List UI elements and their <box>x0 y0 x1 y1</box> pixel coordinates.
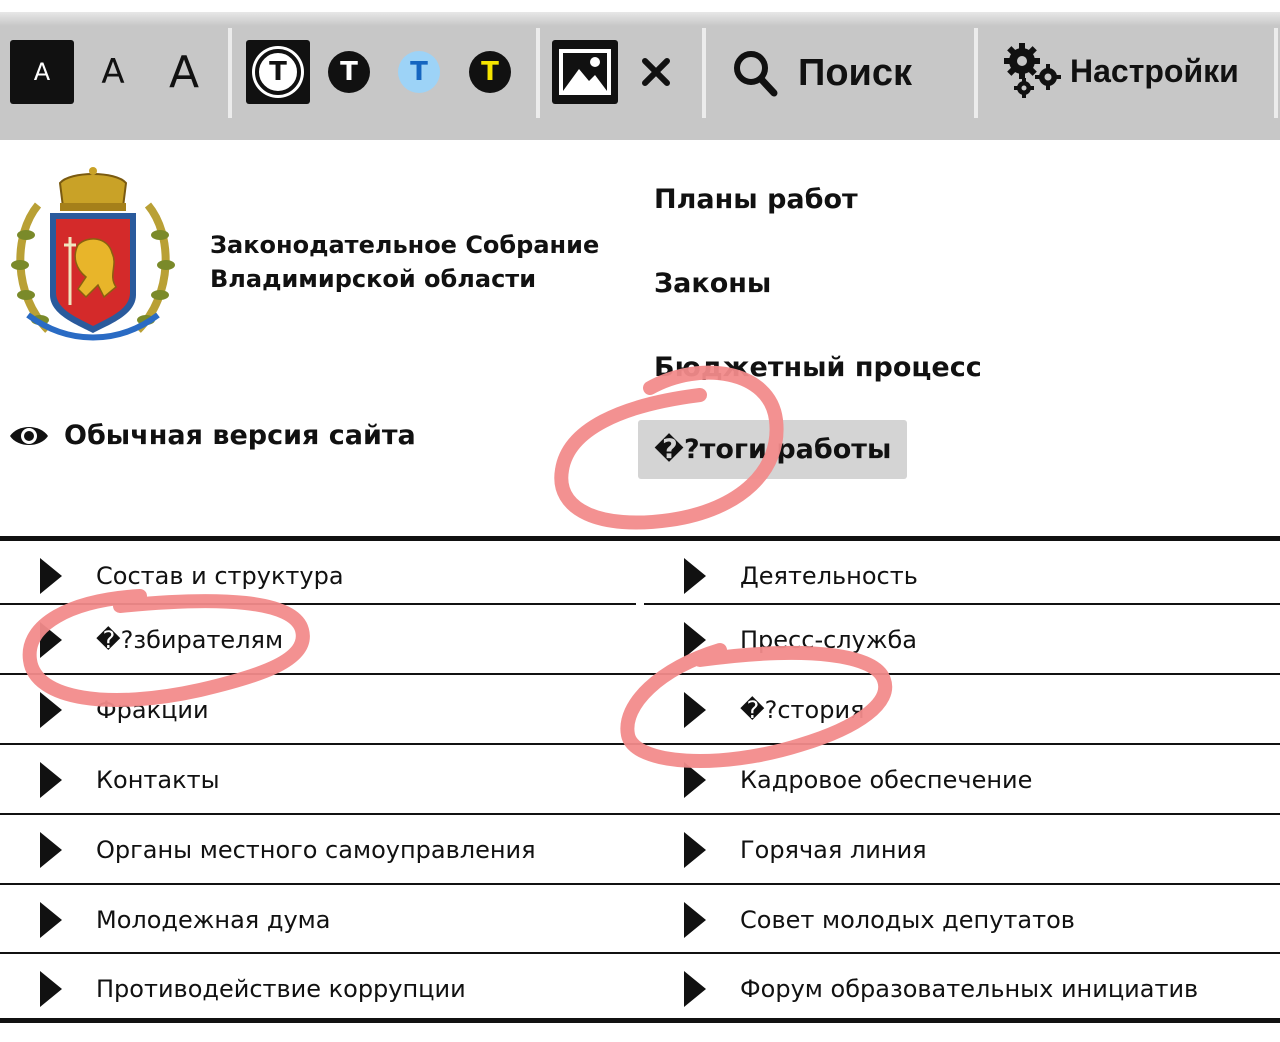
arrow-right-icon <box>40 971 62 1007</box>
close-icon <box>641 57 671 87</box>
menu-bottom-border <box>0 1018 1280 1023</box>
menu-item-label: Совет молодых депутатов <box>740 906 1075 934</box>
row-divider <box>0 952 1280 954</box>
toolbar-separator <box>536 28 540 118</box>
gear-icon <box>1002 41 1064 101</box>
toolbar-separator <box>974 28 978 118</box>
row-divider <box>0 743 1280 745</box>
menu-item-voters[interactable] <box>0 612 283 668</box>
nav-item-budget-process[interactable]: Бюджетный процесс <box>654 352 982 383</box>
menu-item-label: Горячая линия <box>740 836 927 864</box>
menu-item-activity[interactable] <box>644 548 918 604</box>
image-icon <box>557 47 613 97</box>
menu-item-factions[interactable] <box>0 682 209 738</box>
arrow-right-icon <box>40 902 62 938</box>
arrow-right-icon <box>40 622 62 658</box>
menu-item-label: Фракции <box>96 696 209 724</box>
menu-item-composition[interactable] <box>0 548 344 604</box>
search-button[interactable] <box>732 44 912 102</box>
arrow-right-icon <box>684 558 706 594</box>
toolbar-separator <box>702 28 706 118</box>
theme-black-icon: T <box>328 51 370 93</box>
arrow-right-icon <box>40 692 62 728</box>
font-size-small-button[interactable]: A <box>10 40 74 104</box>
menu-item-youth-duma[interactable] <box>0 892 330 948</box>
row-divider <box>0 813 1280 815</box>
theme-black-button[interactable] <box>326 40 372 104</box>
organization-name-line1: Законодательное Собрание <box>210 231 600 259</box>
menu-item-local-government[interactable] <box>0 822 536 878</box>
nav-item-laws[interactable]: Законы <box>654 268 772 299</box>
font-size-medium-button[interactable]: A <box>101 52 125 92</box>
menu-item-young-deputies-council[interactable] <box>644 892 1075 948</box>
arrow-right-icon <box>40 558 62 594</box>
menu-item-label: Противодействие коррупции <box>96 975 466 1003</box>
menu-item-label: �?збирателям <box>96 626 284 654</box>
arrow-right-icon <box>684 902 706 938</box>
theme-yellow-button[interactable] <box>467 40 513 104</box>
menu-item-label: Форум образовательных инициатив <box>740 975 1199 1003</box>
menu-item-education-forum[interactable] <box>644 961 1198 1017</box>
menu-item-label: Молодежная дума <box>96 906 331 934</box>
images-on-button[interactable] <box>552 40 618 104</box>
menu-item-label: Кадровое обеспечение <box>740 766 1033 794</box>
arrow-right-icon <box>684 971 706 1007</box>
menu-top-border <box>0 536 1280 541</box>
menu-item-staffing[interactable] <box>644 752 1032 808</box>
toolbar-separator <box>228 28 232 118</box>
settings-label: Настройки <box>1070 52 1239 89</box>
menu-item-label: Органы местного самоуправления <box>96 836 536 864</box>
eye-icon <box>8 422 50 450</box>
arrow-right-icon <box>684 622 706 658</box>
settings-button[interactable] <box>1002 40 1239 102</box>
row-divider <box>0 673 1280 675</box>
theme-yellow-icon: T <box>469 51 511 93</box>
menu-item-hotline[interactable] <box>644 822 927 878</box>
organization-name-line2: Владимирской области <box>210 265 537 293</box>
menu-item-contacts[interactable] <box>0 752 220 808</box>
menu-item-label: �?стория <box>740 696 865 724</box>
nav-item-work-plans[interactable]: Планы работ <box>654 184 858 215</box>
nav-item-work-results[interactable]: �?тоги работы <box>638 420 907 479</box>
menu-item-anti-corruption[interactable] <box>0 961 466 1017</box>
theme-white-icon: T <box>255 49 301 95</box>
theme-blue-icon: T <box>398 51 440 93</box>
search-label: Поиск <box>798 51 913 94</box>
normal-version-link[interactable] <box>8 420 416 451</box>
search-icon <box>732 48 778 98</box>
menu-item-label: Состав и структура <box>96 562 344 590</box>
theme-white-button[interactable] <box>246 40 310 104</box>
organization-name[interactable] <box>210 228 599 296</box>
images-off-button[interactable] <box>634 50 678 94</box>
menu-item-history[interactable] <box>644 682 864 738</box>
theme-blue-button[interactable] <box>396 40 442 104</box>
arrow-right-icon <box>40 762 62 798</box>
arrow-right-icon <box>684 832 706 868</box>
menu-item-press-service[interactable] <box>644 612 917 668</box>
menu-item-label: Деятельность <box>740 562 918 590</box>
coat-of-arms-logo[interactable] <box>8 165 178 351</box>
toolbar-separator <box>1274 28 1278 118</box>
toolbar-shade <box>0 12 1280 26</box>
arrow-right-icon <box>684 692 706 728</box>
normal-version-label: Обычная версия сайта <box>64 420 416 451</box>
arrow-right-icon <box>40 832 62 868</box>
row-divider <box>0 883 1280 885</box>
toolbar-top-border <box>0 0 1280 12</box>
menu-item-label: Пресс-служба <box>740 626 917 654</box>
menu-item-label: Контакты <box>96 766 220 794</box>
font-size-large-button[interactable]: A <box>168 46 200 98</box>
accessibility-toolbar <box>0 0 1280 140</box>
arrow-right-icon <box>684 762 706 798</box>
